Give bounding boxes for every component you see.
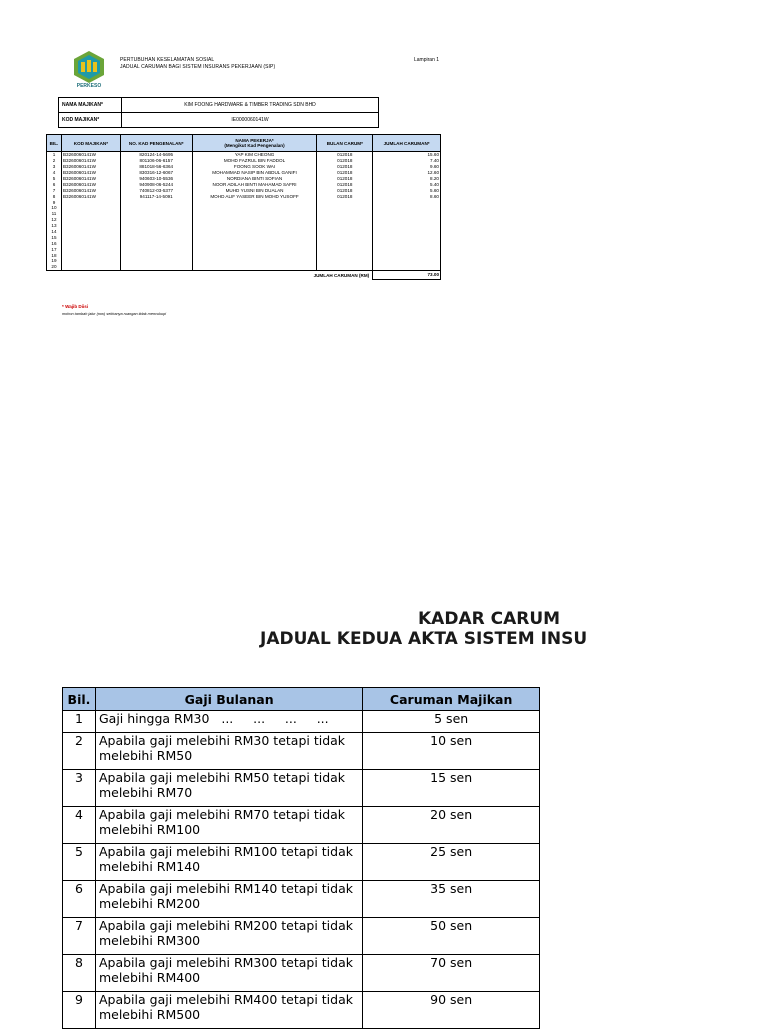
- cell-nama: MOHD ALIF YASEER BIN MOHD YUSOFF: [192, 193, 317, 199]
- col-kod-majikan: KOD MAJIKAN*: [61, 135, 120, 152]
- rate-gaji-line2: melebihi RM400: [98, 970, 201, 985]
- cell-ic: 881018-56-6364: [120, 164, 192, 170]
- cell-jumlah: 15.60: [373, 152, 441, 158]
- rate-row: [63, 955, 540, 992]
- cell-bil: 5: [47, 176, 62, 182]
- rate-gaji: [95, 711, 362, 733]
- contribution-rate-table: [62, 687, 540, 1029]
- rate-gaji-line1: Apabila gaji melebihi RM30 tetapi tidak: [98, 733, 346, 748]
- rate-gaji-line2: melebihi RM50: [98, 748, 193, 763]
- rate-row: [63, 711, 540, 733]
- cell-kod-majikan: B3260060141W: [61, 181, 120, 187]
- add-rows-note: mohon tambah jalur (row) sekiranya ruangan tidak mencukupi: [62, 312, 167, 316]
- rate-bil: 3: [63, 770, 96, 807]
- employer-name-value: KIM FOONG HARDWARE & TIMBER TRADING SDN BHD: [122, 98, 379, 113]
- rate-caruman: 90 sen: [363, 992, 540, 1029]
- employer-name-label: NAMA MAJIKAN*: [59, 98, 122, 113]
- rate-bil: 1: [63, 711, 96, 733]
- rate-bil: 7: [63, 918, 96, 955]
- table-header-row: [47, 135, 441, 152]
- cell-jumlah: 8.20: [373, 176, 441, 182]
- lampiran-label: Lampiran 1: [414, 57, 440, 63]
- cell-bil: 10: [47, 205, 62, 211]
- col-bulan: BULAN CARUM*: [317, 135, 373, 152]
- rate-gaji-line2: melebihi RM100: [98, 822, 201, 837]
- col-nama: [192, 135, 317, 152]
- rate-bil: 6: [63, 881, 96, 918]
- rate-title: KADAR CARUM: [418, 609, 561, 629]
- rate-caruman: 35 sen: [363, 881, 540, 918]
- cell-bil: 17: [47, 246, 62, 252]
- cell-ic: 740812-03-5377: [120, 187, 192, 193]
- org-header: [120, 57, 275, 71]
- cell-ic: 820124-14-5695: [120, 152, 192, 158]
- cell-kod-majikan: B3260060141W: [61, 170, 120, 176]
- cell-bil: 2: [47, 158, 62, 164]
- perkeso-logo: [70, 50, 108, 90]
- cell-bil: 11: [47, 211, 62, 217]
- rate-gaji-line1: Apabila gaji melebihi RM140 tetapi tidak: [98, 881, 353, 896]
- rate-gaji-line2: melebihi RM200: [98, 896, 201, 911]
- rate-caruman: 70 sen: [363, 955, 540, 992]
- rate-gaji: [95, 770, 362, 807]
- cell-bil: 18: [47, 252, 62, 258]
- required-note: * Wajib Diisi: [62, 304, 89, 309]
- rate-caruman: 5 sen: [363, 711, 540, 733]
- rate-gaji-line1: Apabila gaji melebihi RM200 tetapi tidak: [98, 918, 353, 933]
- cell-bulan: 012018: [317, 187, 373, 193]
- rate-row: [63, 881, 540, 918]
- cell-kod-majikan: B3260060141W: [61, 152, 120, 158]
- cell-jumlah: 5.40: [373, 181, 441, 187]
- cell-bulan: 012018: [317, 152, 373, 158]
- col-nama-sub: (Mengikut Kad Pengenalan): [224, 143, 285, 148]
- cell-jumlah: 7.40: [373, 158, 441, 164]
- cell-kod-majikan: B3260060141W: [61, 187, 120, 193]
- cell-bil: 13: [47, 223, 62, 229]
- rate-gaji-line2: melebihi RM500: [98, 1007, 201, 1022]
- rate-bil: 8: [63, 955, 96, 992]
- cell-nama: MOHAMMAD NASIP BIN ABDUL GANIFI: [192, 170, 317, 176]
- total-row: [47, 270, 441, 279]
- rate-row: [63, 844, 540, 881]
- cell-bil: 1: [47, 152, 62, 158]
- cell-bil: 9: [47, 199, 62, 205]
- cell-kod-majikan: B3260060141W: [61, 158, 120, 164]
- cell-kod-majikan: B3260060141W: [61, 176, 120, 182]
- total-value: 73.00: [373, 270, 441, 279]
- rate-gaji-line1: Apabila gaji melebihi RM400 tetapi tidak: [98, 992, 353, 1007]
- rate-gaji-line2: melebihi RM70: [98, 785, 193, 800]
- cell-bil: 15: [47, 234, 62, 240]
- rate-row: [63, 992, 540, 1029]
- cell-bulan: 012018: [317, 164, 373, 170]
- rate-gaji: [95, 955, 362, 992]
- rate-bil: 9: [63, 992, 96, 1029]
- org-name: PERTUBUHAN KESELAMATAN SOSIAL: [120, 57, 215, 63]
- col-jumlah: JUMLAH CARUMAN*: [373, 135, 441, 152]
- col-ic: NO. KAD PENGENALAN*: [120, 135, 192, 152]
- rate-gaji: [95, 992, 362, 1029]
- rate-subtitle: JADUAL KEDUA AKTA SISTEM INSU: [260, 629, 588, 649]
- cell-bil: 4: [47, 170, 62, 176]
- employer-code-label: KOD MAJIKAN*: [59, 113, 122, 128]
- rate-caruman: 10 sen: [363, 733, 540, 770]
- cell-bil: 16: [47, 240, 62, 246]
- cell-nama: FOONG SOOK WAI: [192, 164, 317, 170]
- cell-kod-majikan: B3260060141W: [61, 164, 120, 170]
- rate-gaji-line1: Apabila gaji melebihi RM50 tetapi tidak: [98, 770, 346, 785]
- col-nama-label: NAMA PEKERJA*: [235, 138, 274, 143]
- cell-bil: 7: [47, 187, 62, 193]
- cell-bulan: 012018: [317, 193, 373, 199]
- rate-row: [63, 807, 540, 844]
- rate-caruman: 50 sen: [363, 918, 540, 955]
- rate-caruman: 20 sen: [363, 807, 540, 844]
- cell-nama: NORDIANA BINTI SOFIAN: [192, 176, 317, 182]
- cell-bil: 19: [47, 258, 62, 264]
- cell-bulan: 012018: [317, 176, 373, 182]
- rate-bil: 2: [63, 733, 96, 770]
- rate-gaji: [95, 733, 362, 770]
- cell-jumlah: 8.60: [373, 193, 441, 199]
- cell-kod-majikan: B3260060141W: [61, 193, 120, 199]
- cell-jumlah: 12.60: [373, 170, 441, 176]
- rate-gaji: [95, 881, 362, 918]
- rate-gaji-line2: melebihi RM140: [98, 859, 201, 874]
- cell-jumlah: 5.60: [373, 187, 441, 193]
- rate-gaji-line1: Apabila gaji melebihi RM70 tetapi tidak: [98, 807, 346, 822]
- rate-bil: 5: [63, 844, 96, 881]
- rate-header-row: [63, 688, 540, 711]
- cell-nama: NOOR ADILAH BINTI MAHAMAD SAFRI: [192, 181, 317, 187]
- employee-contribution-table: [46, 134, 441, 280]
- cell-ic: 940603-10-5536: [120, 176, 192, 182]
- rate-row: [63, 770, 540, 807]
- cell-bil: 12: [47, 217, 62, 223]
- rate-gaji-line1: Apabila gaji melebihi RM100 tetapi tidak: [98, 844, 353, 859]
- cell-nama: YAP KIM CHEONG: [192, 152, 317, 158]
- rate-col-bil: Bil.: [63, 688, 96, 711]
- cell-bil: 14: [47, 229, 62, 235]
- cell-nama: MUHD YUSNI BIN DUALAN: [192, 187, 317, 193]
- total-label: JUMLAH CARUMAN (RM): [313, 272, 370, 278]
- rate-gaji: [95, 807, 362, 844]
- rate-bil: 4: [63, 807, 96, 844]
- employer-info-table: [58, 97, 379, 128]
- cell-ic: 941117-14-5091: [120, 193, 192, 199]
- cell-ic: 801106-06-6157: [120, 158, 192, 164]
- rate-caruman: 15 sen: [363, 770, 540, 807]
- rate-caruman: 25 sen: [363, 844, 540, 881]
- cell-bulan: 012018: [317, 158, 373, 164]
- rate-gaji: [95, 918, 362, 955]
- logo-text: PERKESO: [76, 83, 102, 89]
- rate-col-gaji: Gaji Bulanan: [95, 688, 362, 711]
- cell-nama: MOHD FAZRUL BIN FADDOL: [192, 158, 317, 164]
- cell-ic: 830316-12-6067: [120, 170, 192, 176]
- schedule-title: JADUAL CARUMAN BAGI SISTEM INSURANS PEKERJAAN (SIP): [120, 64, 276, 70]
- cell-bulan: 012018: [317, 170, 373, 176]
- cell-bulan: 012018: [317, 181, 373, 187]
- cell-ic: 940908-06-5244: [120, 181, 192, 187]
- cell-bil: 3: [47, 164, 62, 170]
- rate-gaji: [95, 844, 362, 881]
- cell-bil: 8: [47, 193, 62, 199]
- employer-code-value: IE0000060141W: [122, 113, 379, 128]
- col-bil: BIL.: [47, 135, 62, 152]
- cell-jumlah: 9.60: [373, 164, 441, 170]
- rate-gaji-line2: melebihi RM300: [98, 933, 201, 948]
- cell-bil: 20: [47, 264, 62, 270]
- rate-gaji-line1: Apabila gaji melebihi RM300 tetapi tidak: [98, 955, 353, 970]
- rate-row: [63, 918, 540, 955]
- rate-col-caruman: Caruman Majikan: [363, 688, 540, 711]
- rate-gaji-line1: Gaji hingga RM30 ... ... ... ...: [98, 711, 329, 726]
- rate-row: [63, 733, 540, 770]
- cell-bil: 6: [47, 181, 62, 187]
